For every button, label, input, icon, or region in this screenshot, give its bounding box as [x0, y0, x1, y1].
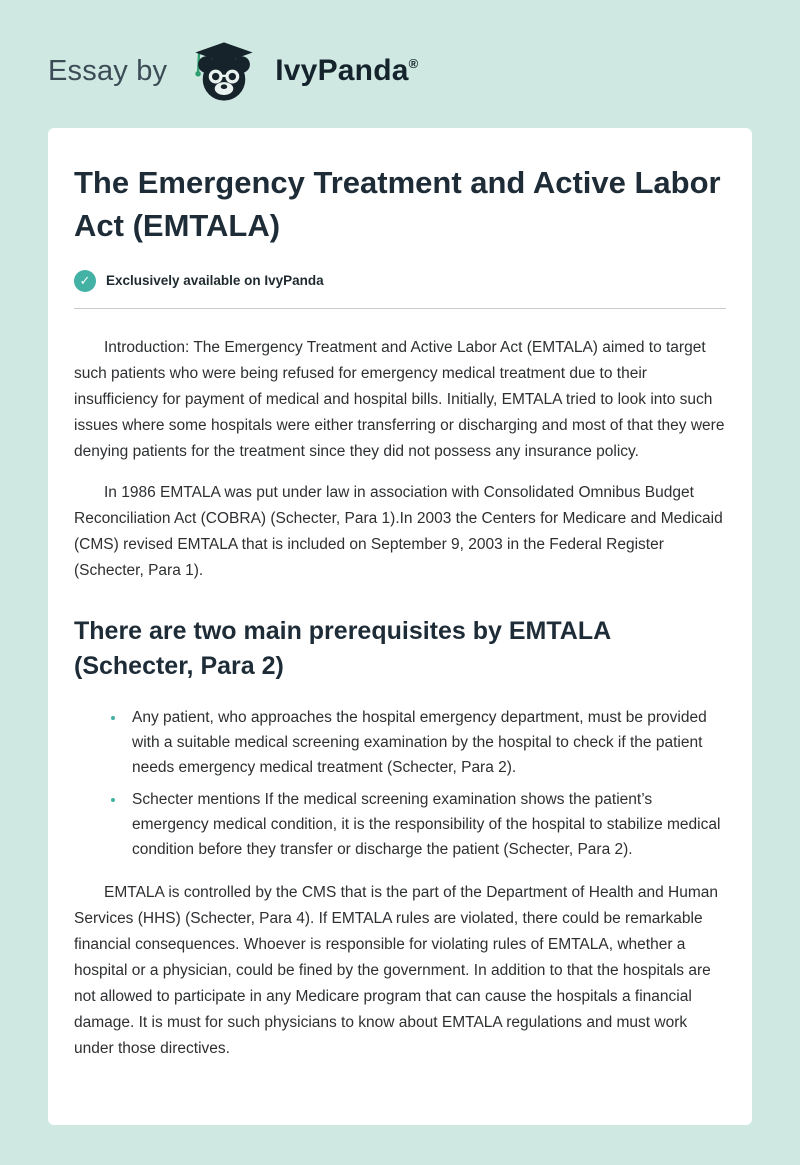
essay-by-label: Essay by	[48, 54, 168, 87]
list-item: • Schecter mentions If the medical screening examination shows the patient’s emergency medical condition, it is the responsibility of the hospital to stabilize medical condition before they transfer or discharge the patient (Schecter, Para 2).	[126, 787, 726, 862]
availability-badge	[74, 270, 726, 292]
brand	[275, 54, 418, 88]
header	[0, 0, 800, 128]
divider	[74, 308, 726, 309]
availability-label: Exclusively available on IvyPanda	[106, 273, 324, 289]
page-title: The Emergency Treatment and Active Labor Act (EMTALA)	[74, 165, 721, 243]
ivypanda-panda-logo-icon	[187, 40, 261, 102]
paragraph-intro: Introduction: The Emergency Treatment and Active Labor Act (EMTALA) aimed to target such patients who were being refused for emergency medical treatment due to their insufficiency for payment of medical and hospital bills. Initially, EMTALA tried to look into such issues where some hospitals were either transferring or discharging and most of that they were denying patients for the treatment since they did not possess any insurance policy.	[74, 338, 725, 460]
list-item: • Any patient, who approaches the hospital emergency department, must be provided with a suitable medical screening examination by the hospital to check if the patient needs emergency medical treatment (Schecter, Para 2).	[126, 705, 726, 780]
paragraph-closing: EMTALA is controlled by the CMS that is the part of the Department of Health and Human Services (HHS) (Schecter, Para 4). If EMTALA rules are violated, there could be remarkable financial consequences. Whoever is responsible for violating rules of EMTALA, whether a hospital or a physician, could be fined by the government. In addition to that the hospitals are not allowed to participate in any Medicare program that can cause the hospitals a financial damage. It is must for such physicians to know about EMTALA regulations and must work under those directives.	[74, 883, 718, 1057]
essay-card	[48, 128, 752, 1125]
section-heading: There are two main prerequisites by EMTALA (Schecter, Para 2)	[74, 616, 611, 681]
registered-mark: ®	[408, 56, 419, 71]
paragraph-history: In 1986 EMTALA was put under law in association with Consolidated Omnibus Budget Reconciliation Act (COBRA) (Schecter, Para 1).In 2003 the Centers for Medicare and Medicaid (CMS) revised EMTALA that is included on September 9, 2003 in the Federal Register (Schecter, Para 1).	[74, 483, 723, 579]
essay-body	[74, 335, 726, 1062]
check-icon: ✓	[74, 270, 96, 292]
prerequisites-list	[74, 705, 726, 862]
brand-name: IvyPanda	[275, 54, 409, 87]
